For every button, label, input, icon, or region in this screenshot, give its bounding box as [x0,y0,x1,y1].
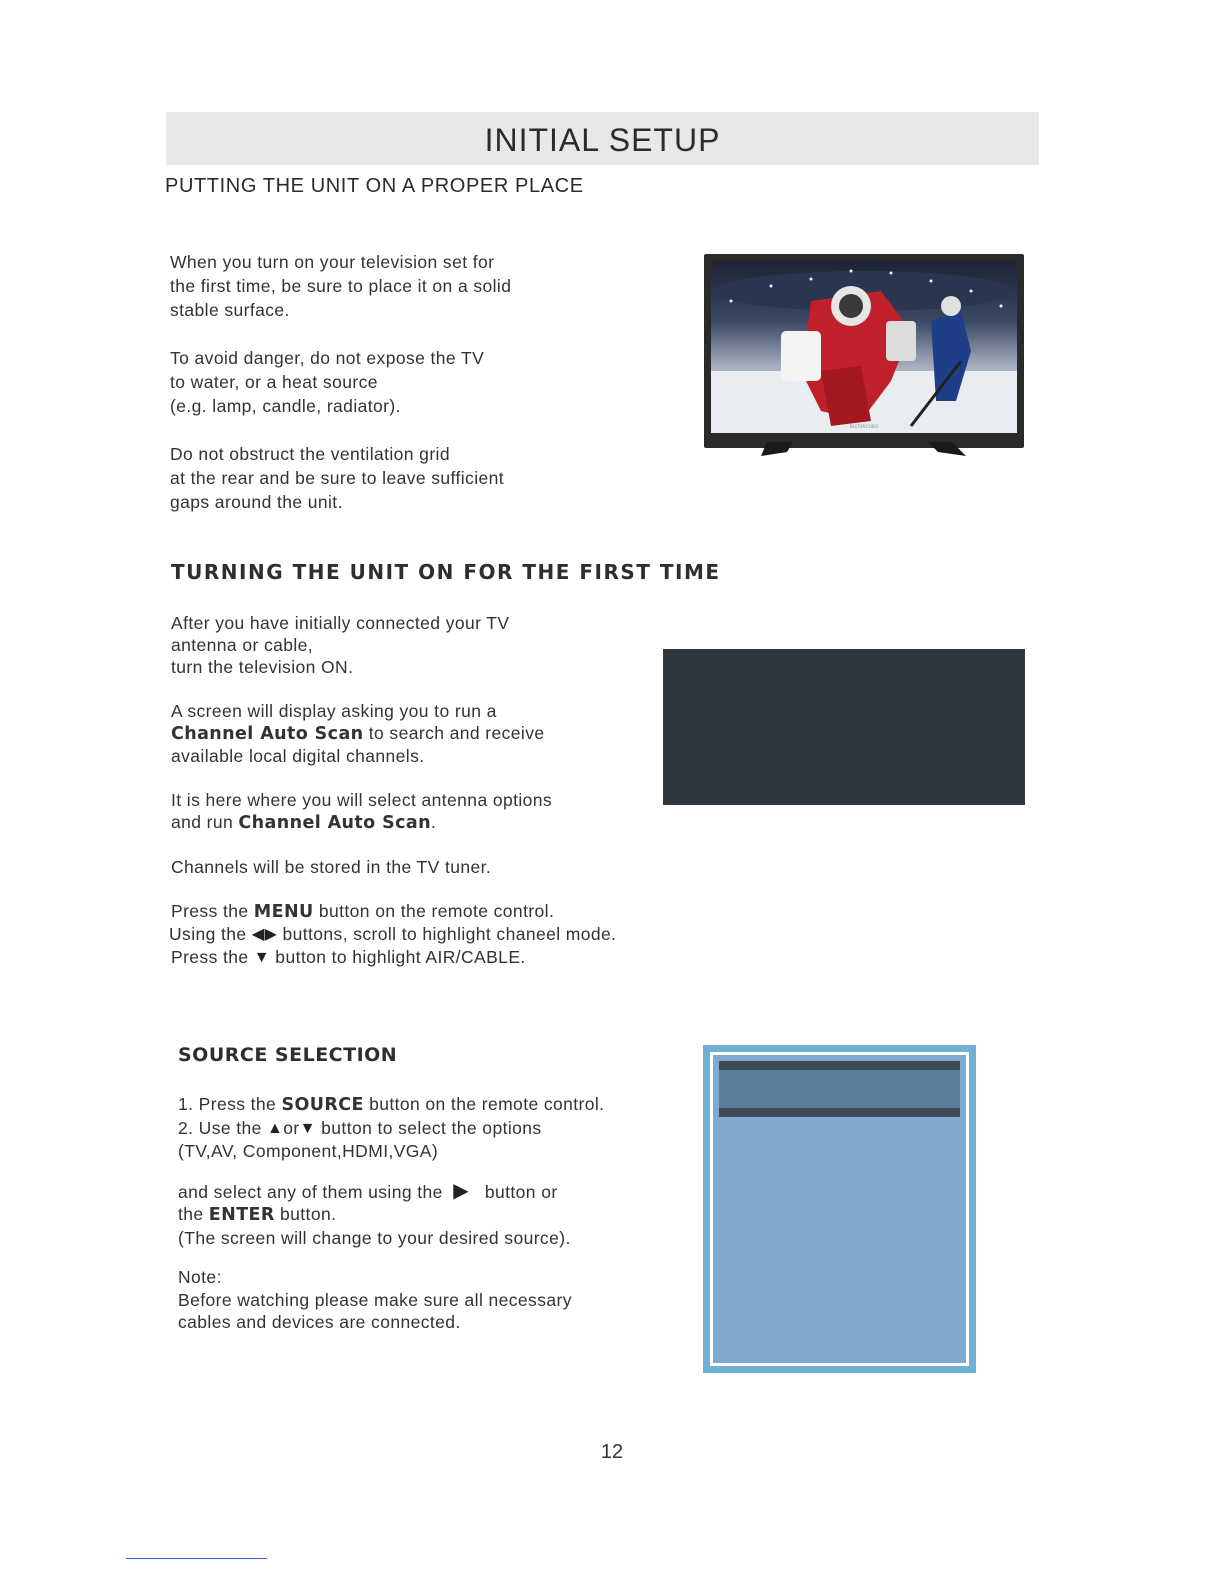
text-line: Do not obstruct the ventilation grid [170,444,450,464]
text-line: gaps around the unit. [170,492,343,512]
hockey-scene-illustration [711,261,1017,433]
text-line: and run Channel Auto Scan. [171,812,437,833]
text-line: Press the MENU button on the remote control. [171,901,555,922]
text-line: Before watching please make sure all necessary [178,1289,572,1310]
text-line: to water, or a heat source [170,372,378,392]
section-subtitle: PUTTING THE UNIT ON A PROPER PLACE [165,175,584,197]
first-time-text [171,612,671,969]
text-line: 2. Use the ▲or▼ button to select the options [178,1117,542,1138]
text-line: To avoid danger, do not expose the TV [170,348,485,368]
text-line: 1. Press the SOURCE button on the remote control. [178,1094,605,1115]
down-arrow-icon: ▼ [253,949,271,966]
source-menu-image [703,1045,976,1373]
page-title: INITIAL SETUP [484,122,721,158]
channel-auto-scan-label: Channel Auto Scan [171,724,364,744]
text-line: When you turn on your television set for [170,252,495,272]
source-selection-heading: SOURCE SELECTION [178,1044,398,1066]
source-button-label: SOURCE [281,1095,364,1115]
text-line: After you have initially connected your TV [171,613,510,633]
menu-highlight-bar [719,1061,960,1117]
title-bar [166,112,1039,165]
text-line: Press the ▼ button to highlight AIR/CABLE. [171,947,526,967]
tv-right-foot [924,440,968,458]
tv-brand-logo: technicolor [849,424,879,430]
text-line: available local digital channels. [171,746,425,766]
placement-text [170,250,640,514]
text-line: (TV,AV, Component,HDMI,VGA) [178,1141,439,1161]
text-line: Using the ◀▶ buttons, scroll to highlight chaneel mode. [169,924,617,944]
text-line: stable surface. [170,300,290,320]
text-line: cables and devices are connected. [178,1312,461,1332]
channel-scan-screen-image [663,649,1025,805]
text-line: Channels will be stored in the TV tuner. [171,857,492,877]
source-menu-panel [710,1052,969,1366]
text-line: turn the television ON. [171,657,354,677]
text-line: (The screen will change to your desired source). [178,1227,571,1248]
text-line: antenna or cable, [171,635,314,655]
text-line: and select any of them using the ▶ button or [178,1179,558,1202]
text-line: Channel Auto Scan to search and receive [171,723,545,744]
page-number: 12 [600,1441,624,1463]
right-arrow-icon: ▶ [453,1179,470,1202]
text-line: It is here where you will select antenna options [171,790,553,810]
enter-button-label: ENTER [208,1205,275,1225]
text-line: (e.g. lamp, candle, radiator). [170,396,401,416]
left-arrow-icon: ◀ [251,926,265,943]
note-label: Note: [178,1267,222,1287]
first-time-heading: TURNING THE UNIT ON FOR THE FIRST TIME [171,560,721,584]
down-arrow-icon: ▼ [299,1119,316,1137]
tv-screen [711,261,1017,433]
channel-auto-scan-label: Channel Auto Scan [238,813,431,833]
footer-divider [126,1558,267,1559]
right-arrow-icon: ▶ [264,926,278,943]
text-line: at the rear and be sure to leave sufficient [170,468,505,488]
text-line: the ENTER button. [178,1204,337,1225]
text-line: A screen will display asking you to run a [171,701,497,721]
source-selection-text [178,1093,648,1334]
tv-image [704,254,1024,448]
menu-button-label: MENU [253,902,314,922]
tv-left-foot [759,440,799,458]
up-arrow-icon: ▲ [267,1119,284,1137]
text-line: the first time, be sure to place it on a solid [170,276,512,296]
